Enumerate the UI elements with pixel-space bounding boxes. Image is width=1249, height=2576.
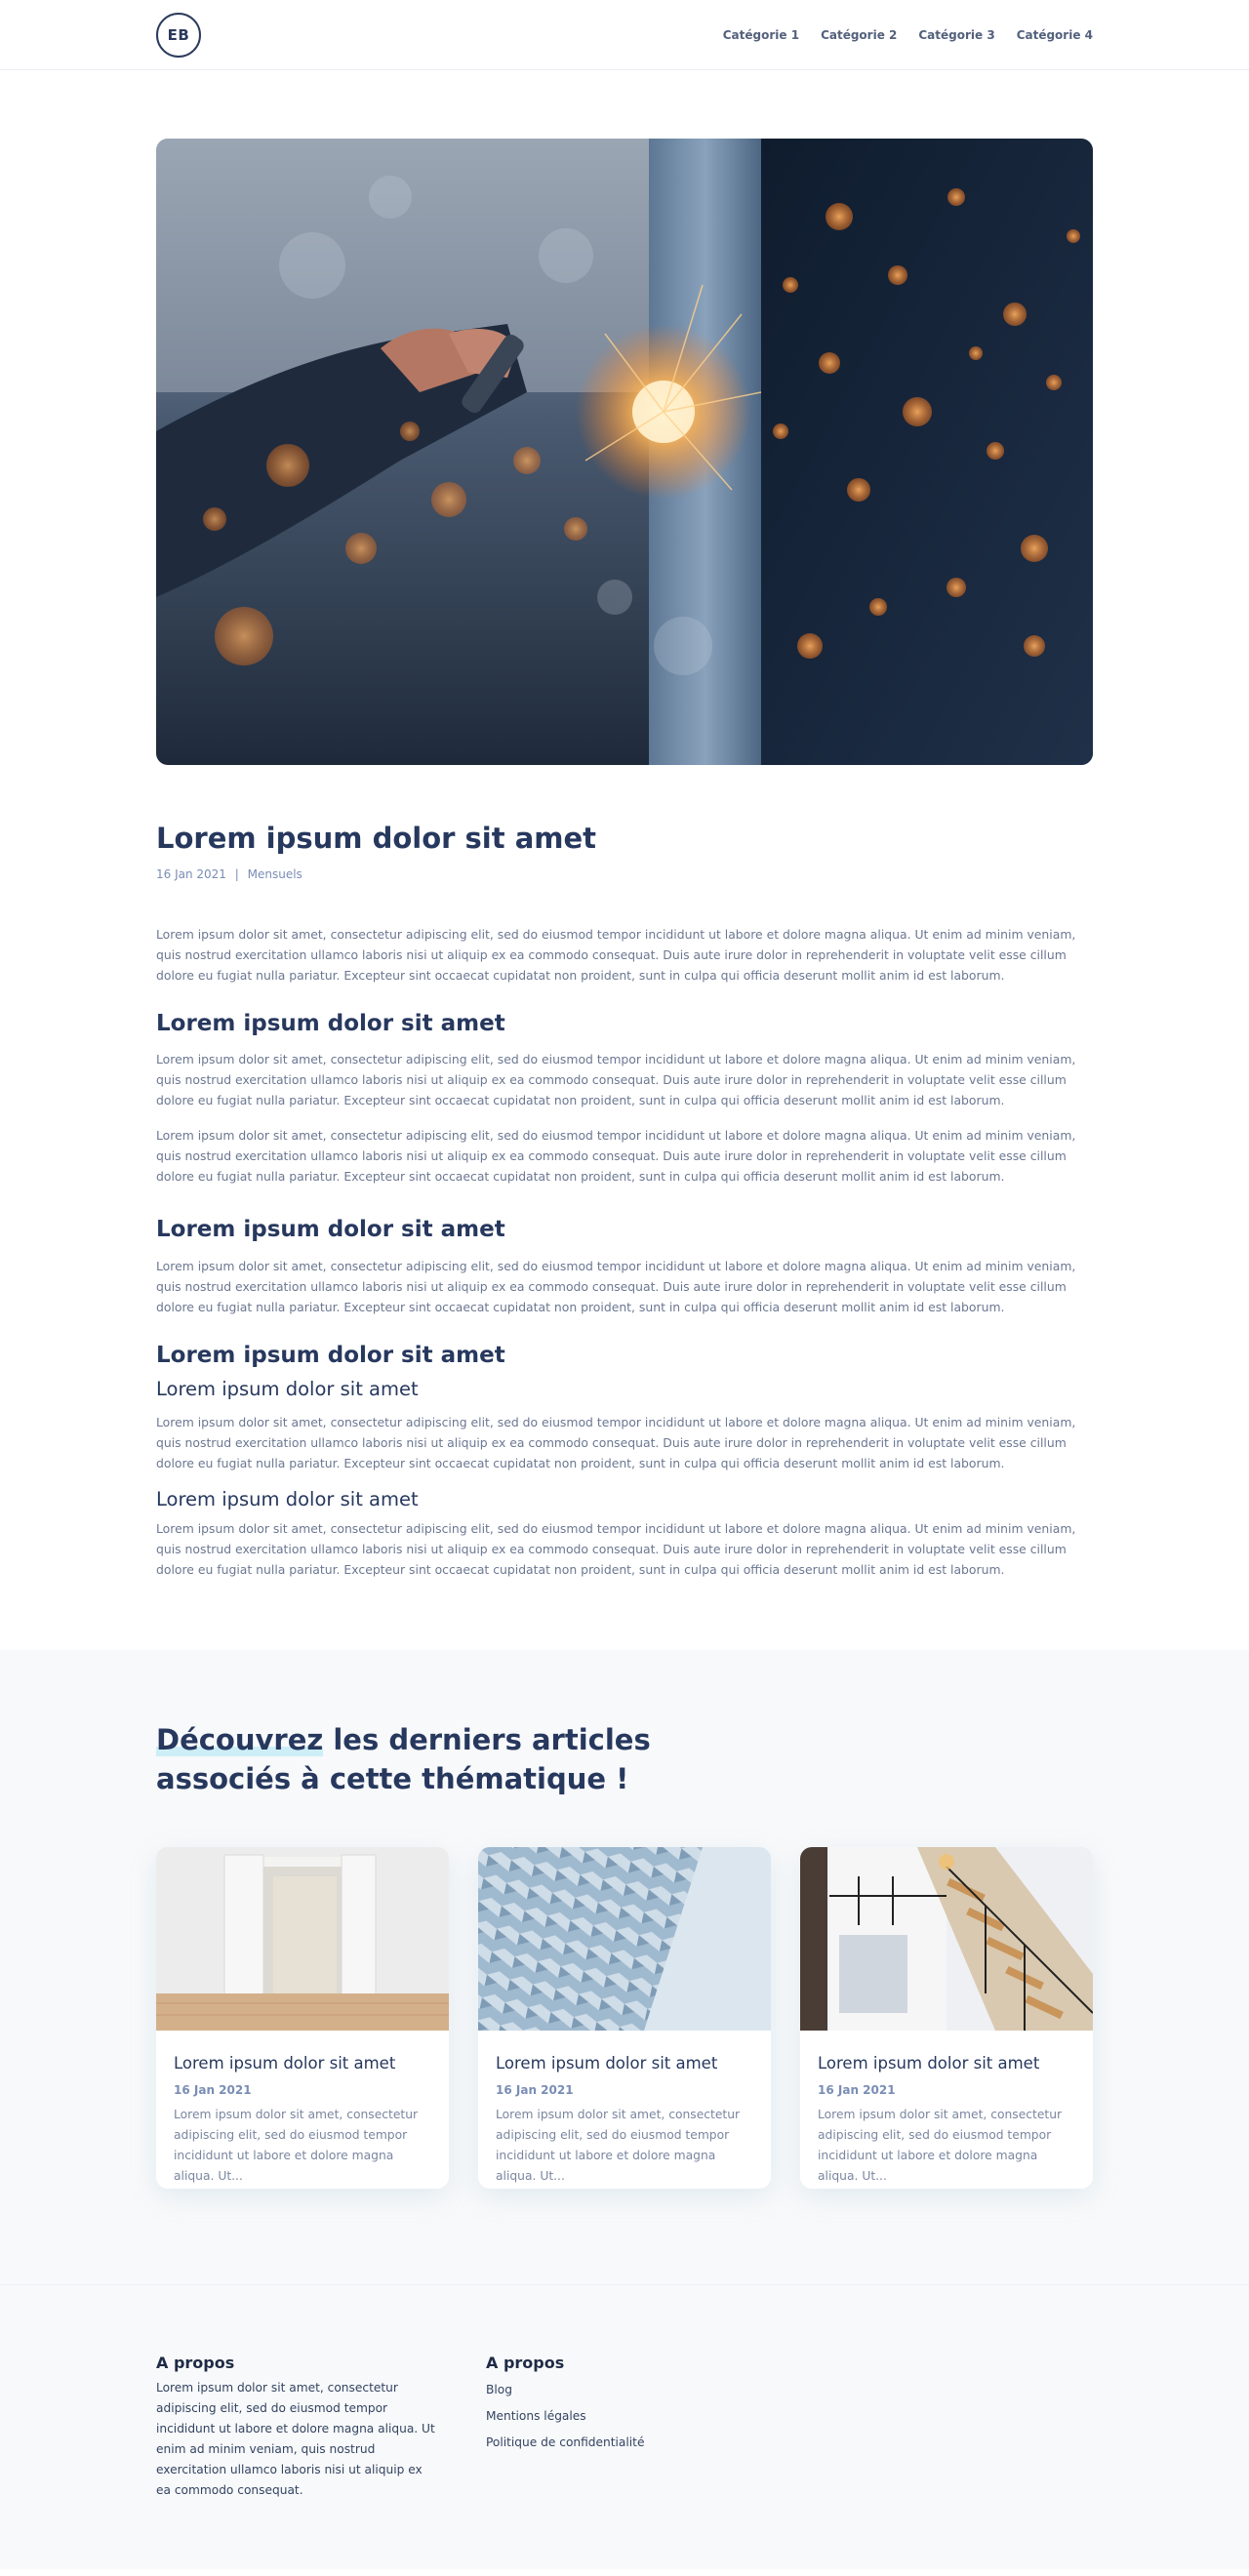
- article-date: 16 Jan 2021: [156, 866, 226, 881]
- main-nav: [723, 28, 1093, 42]
- card-date: 16 Jan 2021: [818, 2083, 896, 2098]
- sub-heading: Lorem ipsum dolor sit amet: [156, 1487, 419, 1510]
- section-heading: Lorem ipsum dolor sit amet: [156, 1010, 505, 1036]
- related-title-part: associés à cette thématique !: [156, 1762, 629, 1796]
- article-card[interactable]: [800, 1847, 1093, 2189]
- footer-about: [156, 2354, 435, 2501]
- related-cards: [156, 1847, 1093, 2189]
- card-date: 16 Jan 2021: [174, 2083, 252, 2098]
- card-excerpt: Lorem ipsum dolor sit amet, consectetur adipiscing elit, sed do eiusmod tempor incididunt ut labore et dolore magna aliqua. Ut...: [174, 2108, 419, 2184]
- article-paragraph: Lorem ipsum dolor sit amet, consectetur adipiscing elit, sed do eiusmod tempor incididunt ut labore et dolore magna aliqua. Ut enim ad minim veniam, quis nostrud exercitation ullamco laboris nisi ut aliquip ex ea commodo consequat. Duis aute irure dolor in reprehenderit in voluptate velit esse cillum dolore eu fugiat nulla pariatur. Excepteur sint occaecat cupidatat non proident, sunt in culpa qui officia deserunt mollit anim id est laborum.: [156, 1258, 1076, 1314]
- article-meta: [156, 867, 1093, 881]
- article-card[interactable]: [156, 1847, 449, 2189]
- site-footer: [0, 2284, 1249, 2569]
- nav-item-categorie-1[interactable]: Catégorie 1: [722, 28, 800, 42]
- footer-link-blog[interactable]: Blog: [486, 2383, 512, 2397]
- footer-links: [486, 2354, 681, 2501]
- card-title[interactable]: Lorem ipsum dolor sit amet: [818, 2054, 1040, 2073]
- article-paragraph: Lorem ipsum dolor sit amet, consectetur adipiscing elit, sed do eiusmod tempor incididunt ut labore et dolore magna aliqua. Ut enim ad minim veniam, quis nostrud exercitation ullamco laboris nisi ut aliquip ex ea commodo consequat. Duis aute irure dolor in reprehenderit in voluptate velit esse cillum dolore eu fugiat nulla pariatur. Excepteur sint occaecat cupidatat non proident, sunt in culpa qui officia deserunt mollit anim id est laborum.: [156, 1128, 1076, 1185]
- article-category-link[interactable]: Mensuels: [247, 866, 302, 881]
- card-date: 16 Jan 2021: [496, 2083, 574, 2098]
- nav-item-categorie-2[interactable]: Catégorie 2: [821, 28, 898, 42]
- section-heading: Lorem ipsum dolor sit amet: [156, 1342, 505, 1368]
- nav-item-categorie-4[interactable]: Catégorie 4: [1016, 28, 1093, 42]
- card-excerpt: Lorem ipsum dolor sit amet, consectetur adipiscing elit, sed do eiusmod tempor incididunt ut labore et dolore magna aliqua. Ut...: [496, 2108, 741, 2184]
- meta-separator: |: [234, 866, 239, 881]
- hero-image: [156, 139, 1093, 765]
- footer-links-list: [486, 2377, 681, 2456]
- card-image-building: [478, 1847, 771, 2031]
- main-content: [0, 139, 1249, 2284]
- related-title-part: les derniers articles: [323, 1723, 651, 1757]
- card-excerpt: Lorem ipsum dolor sit amet, consectetur adipiscing elit, sed do eiusmod tempor incididunt ut labore et dolore magna aliqua. Ut...: [818, 2108, 1063, 2184]
- card-title[interactable]: Lorem ipsum dolor sit amet: [496, 2054, 718, 2073]
- article-card[interactable]: [478, 1847, 771, 2189]
- card-title[interactable]: Lorem ipsum dolor sit amet: [174, 2054, 396, 2073]
- footer-links-title: A propos: [486, 2354, 565, 2373]
- article-paragraph: Lorem ipsum dolor sit amet, consectetur adipiscing elit, sed do eiusmod tempor incididunt ut labore et dolore magna aliqua. Ut enim ad minim veniam, quis nostrud exercitation ullamco laboris nisi ut aliquip ex ea commodo consequat. Duis aute irure dolor in reprehenderit in voluptate velit esse cillum dolore eu fugiat nulla pariatur. Excepteur sint occaecat cupidatat non proident, sunt in culpa qui officia deserunt mollit anim id est laborum.: [156, 1052, 1076, 1108]
- article-title: Lorem ipsum dolor sit amet: [156, 822, 597, 855]
- footer-link-politique-confidentialite[interactable]: Politique de confidentialité: [486, 2435, 645, 2450]
- footer-about-text: Lorem ipsum dolor sit amet, consectetur adipiscing elit, sed do eiusmod tempor incididunt ut labore et dolore magna aliqua. Ut enim ad minim veniam, quis nostrud exercitation ullamco laboris nisi ut aliquip ex ea commodo consequat.: [156, 2381, 435, 2498]
- related-title: [156, 1720, 1093, 1798]
- site-header: [0, 0, 1249, 70]
- article-paragraph: Lorem ipsum dolor sit amet, consectetur adipiscing elit, sed do eiusmod tempor incididunt ut labore et dolore magna aliqua. Ut enim ad minim veniam, quis nostrud exercitation ullamco laboris nisi ut aliquip ex ea commodo consequat. Duis aute irure dolor in reprehenderit in voluptate velit esse cillum dolore eu fugiat nulla pariatur. Excepteur sint occaecat cupidatat non proident, sunt in culpa qui officia deserunt mollit anim id est laborum.: [156, 926, 1076, 983]
- nav-item-categorie-3[interactable]: Catégorie 3: [918, 28, 995, 42]
- article: [156, 822, 1093, 1580]
- section-heading: Lorem ipsum dolor sit amet: [156, 1217, 505, 1243]
- site-logo[interactable]: EB: [156, 13, 201, 58]
- card-image-staircase: [800, 1847, 1093, 2031]
- related-title-highlight: Découvrez: [156, 1723, 324, 1757]
- article-paragraph: Lorem ipsum dolor sit amet, consectetur adipiscing elit, sed do eiusmod tempor incididunt ut labore et dolore magna aliqua. Ut enim ad minim veniam, quis nostrud exercitation ullamco laboris nisi ut aliquip ex ea commodo consequat. Duis aute irure dolor in reprehenderit in voluptate velit esse cillum dolore eu fugiat nulla pariatur. Excepteur sint occaecat cupidatat non proident, sunt in culpa qui officia deserunt mollit anim id est laborum.: [156, 1521, 1076, 1578]
- footer-about-title: A propos: [156, 2354, 235, 2373]
- article-paragraph: Lorem ipsum dolor sit amet, consectetur adipiscing elit, sed do eiusmod tempor incididunt ut labore et dolore magna aliqua. Ut enim ad minim veniam, quis nostrud exercitation ullamco laboris nisi ut aliquip ex ea commodo consequat. Duis aute irure dolor in reprehenderit in voluptate velit esse cillum dolore eu fugiat nulla pariatur. Excepteur sint occaecat cupidatat non proident, sunt in culpa qui officia deserunt mollit anim id est laborum.: [156, 1414, 1076, 1470]
- card-image-door: [156, 1847, 449, 2031]
- sub-heading: Lorem ipsum dolor sit amet: [156, 1377, 419, 1400]
- related-articles-section: [0, 1650, 1249, 2284]
- footer-link-mentions-legales[interactable]: Mentions légales: [486, 2409, 586, 2424]
